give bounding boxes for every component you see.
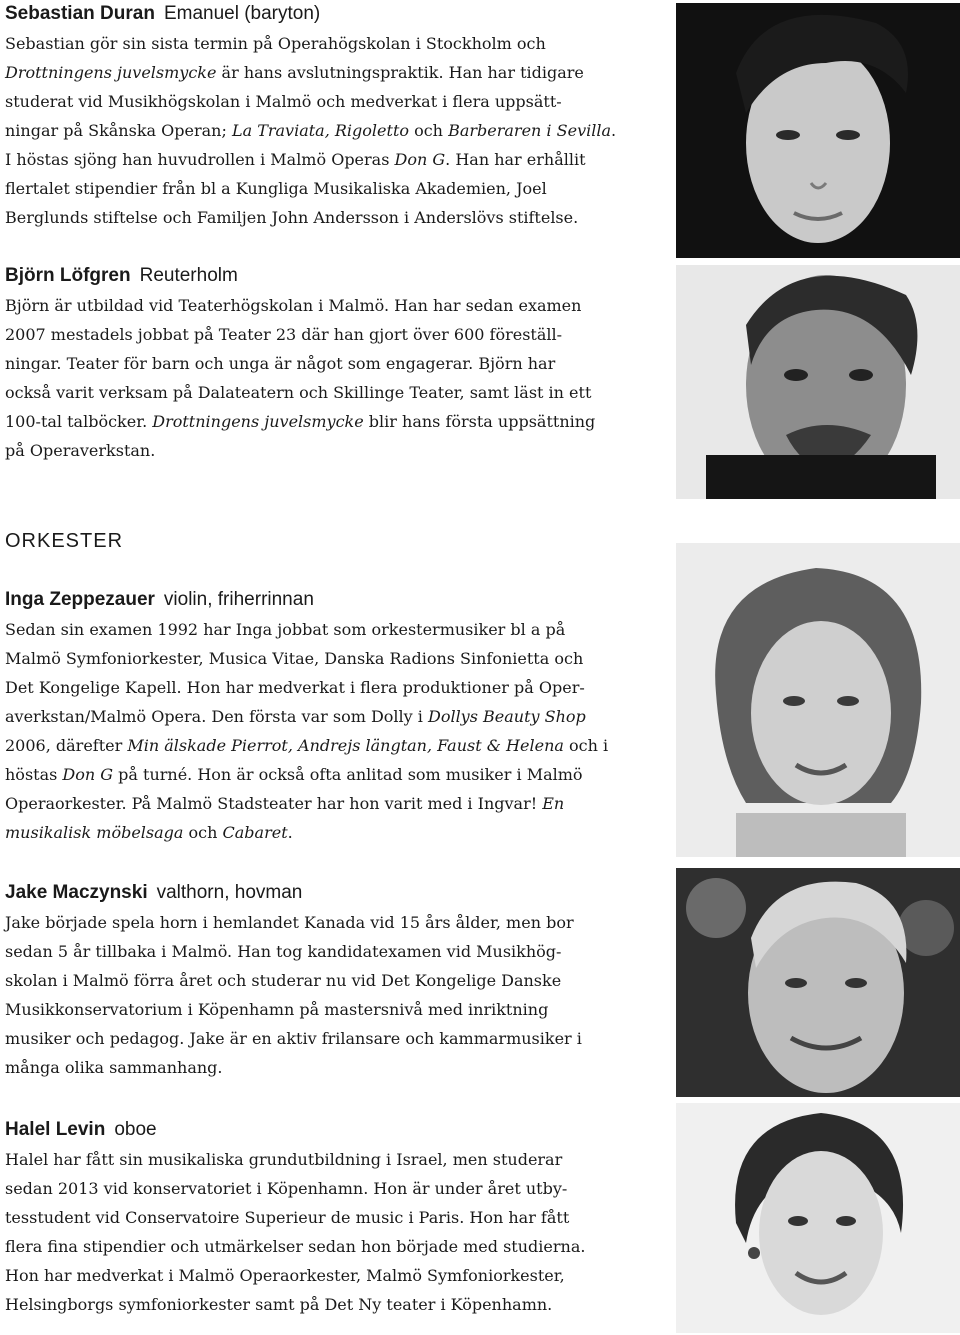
bio-text-segment: 100-tal talböcker. xyxy=(5,412,153,431)
person-name: Sebastian Duran xyxy=(5,3,155,24)
section-heading-orkester: ORKESTER xyxy=(5,530,124,552)
person-role: Emanuel (baryton) xyxy=(163,3,321,24)
person-role: violin, friherrinnan xyxy=(163,589,314,610)
bio-line xyxy=(5,644,655,673)
bio-line xyxy=(5,436,655,465)
italic-title: Drottningens juvelsmycke xyxy=(5,63,217,82)
bio-line xyxy=(5,937,655,966)
bio-text-segment: Malmö Symfoniorkester, Musica Vitae, Danska Radions Sinfonietta och xyxy=(5,649,584,668)
person-role: Reuterholm xyxy=(139,265,238,286)
bio-text-segment: sedan 5 år tillbaka i Malmö. Han tog kandidatexamen vid Musikhög- xyxy=(5,942,562,961)
italic-title: En xyxy=(542,794,565,813)
bio-text-segment: Halel har fått sin musikaliska grundutbildning i Israel, men studerar xyxy=(5,1150,563,1169)
bio-text-segment: musiker och pedagog. Jake är en aktiv frilansare och kammarmusiker i xyxy=(5,1029,582,1048)
bio-text-segment: . Han har erhållit xyxy=(445,150,586,169)
bio-text-segment: Operaorkester. På Malmö Stadsteater har hon varit med i Ingvar! xyxy=(5,794,543,813)
bio-text-segment: skolan i Malmö förra året och studerar nu vid Det Kongelige Danske xyxy=(5,971,562,990)
bio-halel-levin xyxy=(5,1118,655,1319)
bio-line xyxy=(5,87,655,116)
portrait-photo-halel-levin xyxy=(676,1103,960,1333)
bio-line xyxy=(5,29,655,58)
bio-line xyxy=(5,349,655,378)
bio-text-segment: ningar. Teater för barn och unga är något som engagerar. Björn har xyxy=(5,354,556,373)
italic-title: La Traviata, Rigoletto xyxy=(231,121,409,140)
bio-text-segment: Musikkonservatorium i Köpenhamn på mastersnivå med inriktning xyxy=(5,1000,549,1019)
bio-line xyxy=(5,1053,655,1082)
bio-bjorn-lofgren xyxy=(5,264,655,465)
bio-text xyxy=(5,615,655,847)
bio-text-segment: studerat vid Musikhögskolan i Malmö och medverkat i flera uppsätt- xyxy=(5,92,562,111)
bio-line xyxy=(5,203,655,232)
bio-sebastian-duran xyxy=(5,2,655,232)
bio-line xyxy=(5,1024,655,1053)
bio-text-segment: och i xyxy=(563,736,609,755)
bio-line xyxy=(5,378,655,407)
bio-line xyxy=(5,291,655,320)
bio-text-segment: många olika sammanhang. xyxy=(5,1058,223,1077)
portrait-photo-sebastian-duran xyxy=(676,3,960,258)
bio-text-segment: Det Kongelige Kapell. Hon har medverkat i flera produktioner på Oper- xyxy=(5,678,585,697)
bio-text-segment: I höstas sjöng han huvudrollen i Malmö Operas xyxy=(5,150,395,169)
bio-line xyxy=(5,995,655,1024)
bio-line xyxy=(5,58,655,87)
bio-text-segment: flertalet stipendier från bl a Kungliga Musikaliska Akademien, Joel xyxy=(5,179,547,198)
person-role: oboe xyxy=(114,1119,157,1140)
italic-title: Min älskade Pierrot, Andrejs längtan, Faust & Helena xyxy=(127,736,564,755)
bio-text-segment: Jake började spela horn i hemlandet Kanada vid 15 års ålder, men bor xyxy=(5,913,574,932)
bio-line xyxy=(5,1232,655,1261)
bio-line xyxy=(5,320,655,349)
italic-title: Don G xyxy=(394,150,446,169)
person-role: valthorn, hovman xyxy=(156,882,303,903)
bio-text-segment: höstas xyxy=(5,765,63,784)
bio-text-segment: Björn är utbildad vid Teaterhögskolan i Malmö. Han har sedan examen xyxy=(5,296,582,315)
bio-inga-zeppezauer xyxy=(5,588,655,847)
bio-text-segment: flera fina stipendier och utmärkelser sedan hon började med studierna. xyxy=(5,1237,586,1256)
bio-text-segment: sedan 2013 vid konservatoriet i Köpenhamn. Hon är under året utby- xyxy=(5,1179,568,1198)
bio-line xyxy=(5,966,655,995)
bio-line xyxy=(5,908,655,937)
italic-title: Barberaren i Sevilla xyxy=(448,121,611,140)
bio-text-segment: Hon har medverkat i Malmö Operaorkester, Malmö Symfoniorkester, xyxy=(5,1266,565,1285)
bio-heading xyxy=(5,2,655,26)
bio-line xyxy=(5,145,655,174)
bio-text-segment: Sedan sin examen 1992 har Inga jobbat som orkestermusiker bl a på xyxy=(5,620,566,639)
bio-line xyxy=(5,174,655,203)
bio-line xyxy=(5,673,655,702)
bio-text-segment: på Operaverkstan. xyxy=(5,441,156,460)
person-name: Halel Levin xyxy=(5,1119,106,1140)
bio-heading xyxy=(5,881,655,905)
italic-title: Drottningens juvelsmycke xyxy=(152,412,364,431)
bio-text-segment: 2006, därefter xyxy=(5,736,128,755)
bio-jake-maczynski xyxy=(5,881,655,1082)
bio-heading xyxy=(5,1118,655,1142)
person-name: Björn Löfgren xyxy=(5,265,131,286)
person-name: Inga Zeppezauer xyxy=(5,589,155,610)
italic-title: Cabaret xyxy=(222,823,288,842)
bio-text xyxy=(5,1145,655,1319)
bio-text-segment: är hans avslutningspraktik. Han har tidigare xyxy=(216,63,584,82)
bio-text-segment: 2007 mestadels jobbat på Teater 23 där han gjort över 600 föreställ- xyxy=(5,325,563,344)
bio-text xyxy=(5,908,655,1082)
bio-line xyxy=(5,1261,655,1290)
bio-text-segment: averkstan/Malmö Opera. Den första var som Dolly i xyxy=(5,707,428,726)
bio-text xyxy=(5,29,655,232)
bio-line xyxy=(5,116,655,145)
portrait-photo-bjorn-lofgren xyxy=(676,265,960,499)
bio-line xyxy=(5,1290,655,1319)
person-name: Jake Maczynski xyxy=(5,882,148,903)
bio-text-segment: Helsingborgs symfoniorkester samt på Det Ny teater i Köpenhamn. xyxy=(5,1295,553,1314)
bio-line xyxy=(5,615,655,644)
bio-line xyxy=(5,789,655,818)
bio-line xyxy=(5,818,655,847)
bio-line xyxy=(5,1203,655,1232)
bio-text-segment: blir hans första uppsättning xyxy=(363,412,596,431)
bio-line xyxy=(5,760,655,789)
portrait-photo-inga-zeppezauer xyxy=(676,543,960,857)
bio-line xyxy=(5,407,655,436)
italic-title: musikalisk möbelsaga xyxy=(5,823,184,842)
bio-text-segment: tesstudent vid Conservatoire Superieur de music i Paris. Hon har fått xyxy=(5,1208,570,1227)
bio-text-segment: ningar på Skånska Operan; xyxy=(5,121,232,140)
bio-text-segment: och xyxy=(409,121,449,140)
bio-text-segment: på turné. Hon är också ofta anlitad som musiker i Malmö xyxy=(113,765,583,784)
bio-text-segment: Berglunds stiftelse och Familjen John Andersson i Anderslövs stiftelse. xyxy=(5,208,579,227)
italic-title: Don G xyxy=(62,765,114,784)
bio-line xyxy=(5,1145,655,1174)
bio-heading xyxy=(5,264,655,288)
bio-heading xyxy=(5,588,655,612)
bio-text-segment: . xyxy=(287,823,293,842)
bio-line xyxy=(5,1174,655,1203)
portrait-photo-jake-maczynski xyxy=(676,868,960,1097)
bio-text xyxy=(5,291,655,465)
italic-title: Dollys Beauty Shop xyxy=(427,707,586,726)
bio-line xyxy=(5,731,655,760)
bio-line xyxy=(5,702,655,731)
bio-text-segment: Sebastian gör sin sista termin på Operahögskolan i Stockholm och xyxy=(5,34,546,53)
bio-text-segment: också varit verksam på Dalateatern och Skillinge Teater, samt läst in ett xyxy=(5,383,592,402)
bio-text-segment: och xyxy=(183,823,223,842)
bio-text-segment: . xyxy=(611,121,617,140)
